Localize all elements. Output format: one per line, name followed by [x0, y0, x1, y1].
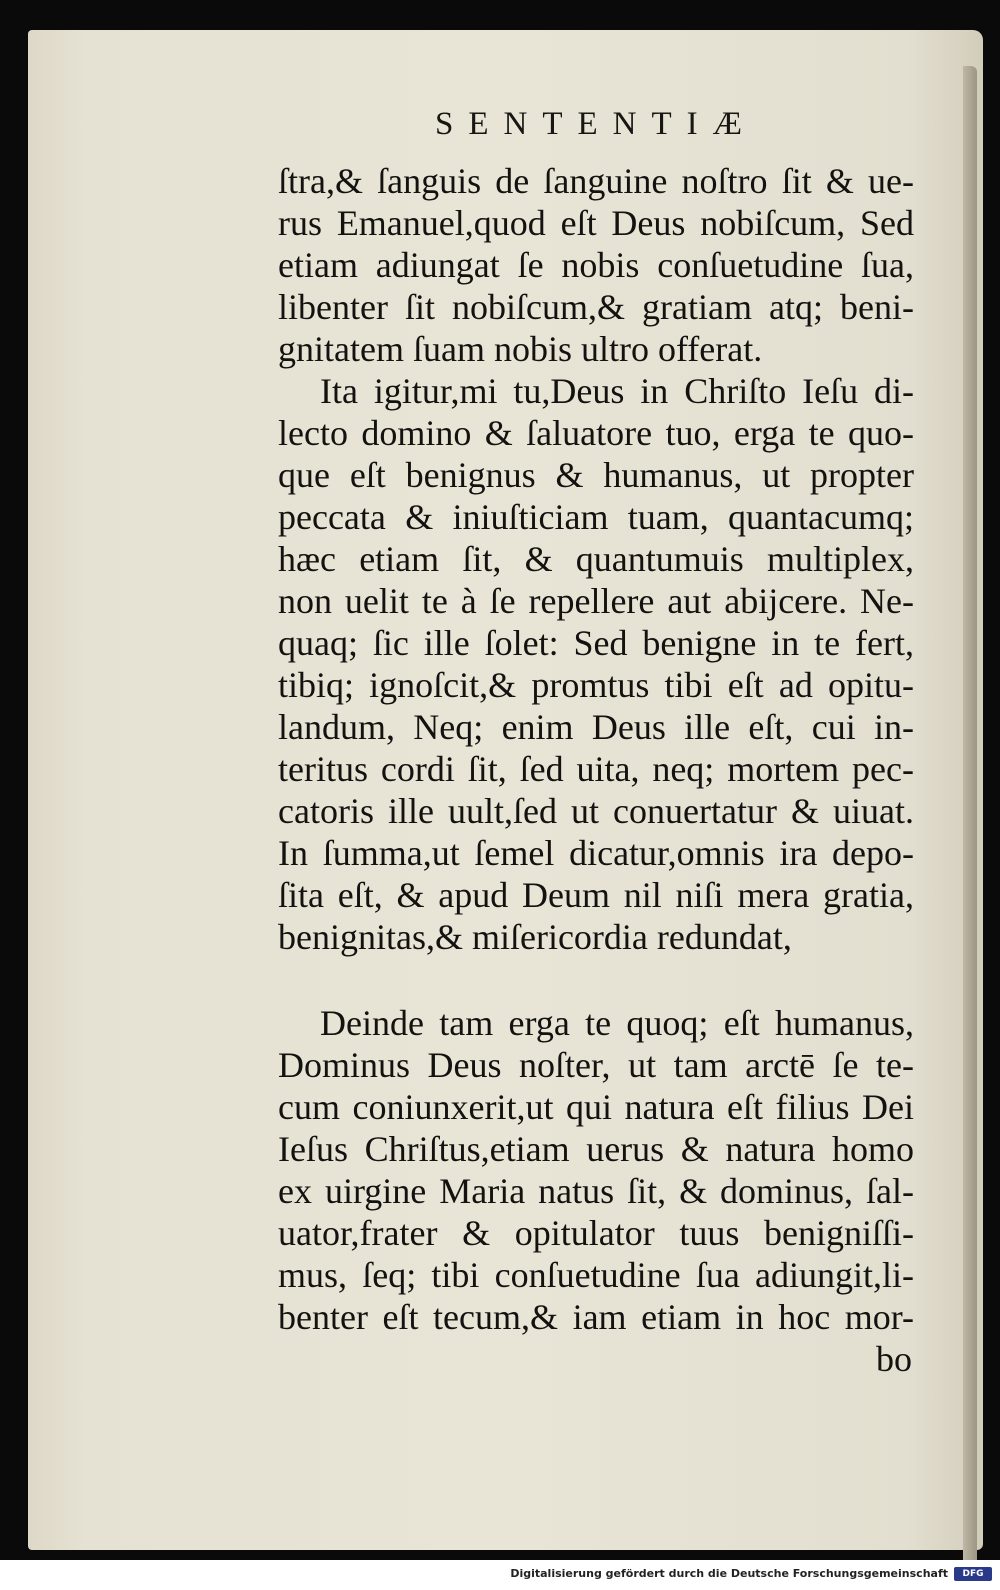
text-line: tibiq; ignoſcit,& promtus tibi eſt ad opitu- — [278, 665, 914, 705]
page-edge — [963, 66, 977, 1576]
text-line: catoris ille uult,ſed ut conuertatur & uiuat. — [278, 791, 914, 831]
text-line: etiam adiungat ſe nobis conſuetudine ſua, — [278, 245, 914, 285]
text-line: quaq; ſic ille ſolet: Sed benigne in te fert, — [278, 623, 914, 663]
text-line: lecto domino & ſaluatore tuo, erga te quo- — [278, 413, 914, 453]
text-line: benter eſt tecum,& iam etiam in hoc mor- — [278, 1297, 914, 1337]
dfg-logo-icon: DFG — [954, 1567, 992, 1581]
text-line: ſita eſt, & apud Deum nil niſi mera gratia, — [278, 875, 914, 915]
text-line: non uelit te à ſe repellere aut abijcere. Ne- — [278, 581, 914, 621]
text-line: teritus cordi ſit, ſed uita, neq; mortem pec- — [278, 749, 914, 789]
running-header: SENTENTIÆ — [435, 106, 757, 142]
text-line: hæc etiam ſit, & quantumuis multiplex, — [278, 539, 914, 579]
text-line: benignitas,& miſericordia redundat, — [278, 917, 792, 957]
digitization-footer — [0, 1560, 1000, 1590]
text-line: peccata & iniuſticiam tuam, quantacumq; — [278, 497, 914, 537]
body-text — [278, 160, 914, 1380]
text-line: Ieſus Chriſtus,etiam uerus & natura homo — [278, 1129, 914, 1169]
text-line: rus Emanuel,quod eſt Deus nobiſcum, Sed — [278, 203, 914, 243]
text-line: ſtra,& ſanguis de ſanguine noſtro ſit & ue- — [278, 161, 914, 201]
text-line: Deinde tam erga te quoq; eſt humanus, — [320, 1003, 914, 1043]
text-line: que eſt benignus & humanus, ut propter — [278, 455, 914, 495]
text-line: uator,frater & opitulator tuus benigniſſi- — [278, 1213, 914, 1253]
text-line: gnitatem ſuam nobis ultro offerat. — [278, 329, 763, 369]
text-line: Dominus Deus noſter, ut tam arctē ſe te- — [278, 1045, 914, 1085]
text-line: landum, Neq; enim Deus ille eſt, cui in- — [278, 707, 914, 747]
text-line: mus, ſeq; tibi conſuetudine ſua adiungit,li- — [278, 1255, 914, 1295]
text-line: In ſumma,ut ſemel dicatur,omnis ira depo- — [278, 833, 914, 873]
text-line: cum coniunxerit,ut qui natura eſt filius Dei — [278, 1087, 914, 1127]
text-line: Ita igitur,mi tu,Deus in Chriſto Ieſu di- — [320, 371, 914, 411]
footer-credit: Digitalisierung gefördert durch die Deutsche Forschungsgemeinschaft — [510, 1567, 948, 1580]
text-line: ex uirgine Maria natus ſit, & dominus, ſal- — [278, 1171, 914, 1211]
catchword: bo — [876, 1339, 912, 1379]
text-line: libenter ſit nobiſcum,& gratiam atq; beni- — [278, 287, 914, 327]
